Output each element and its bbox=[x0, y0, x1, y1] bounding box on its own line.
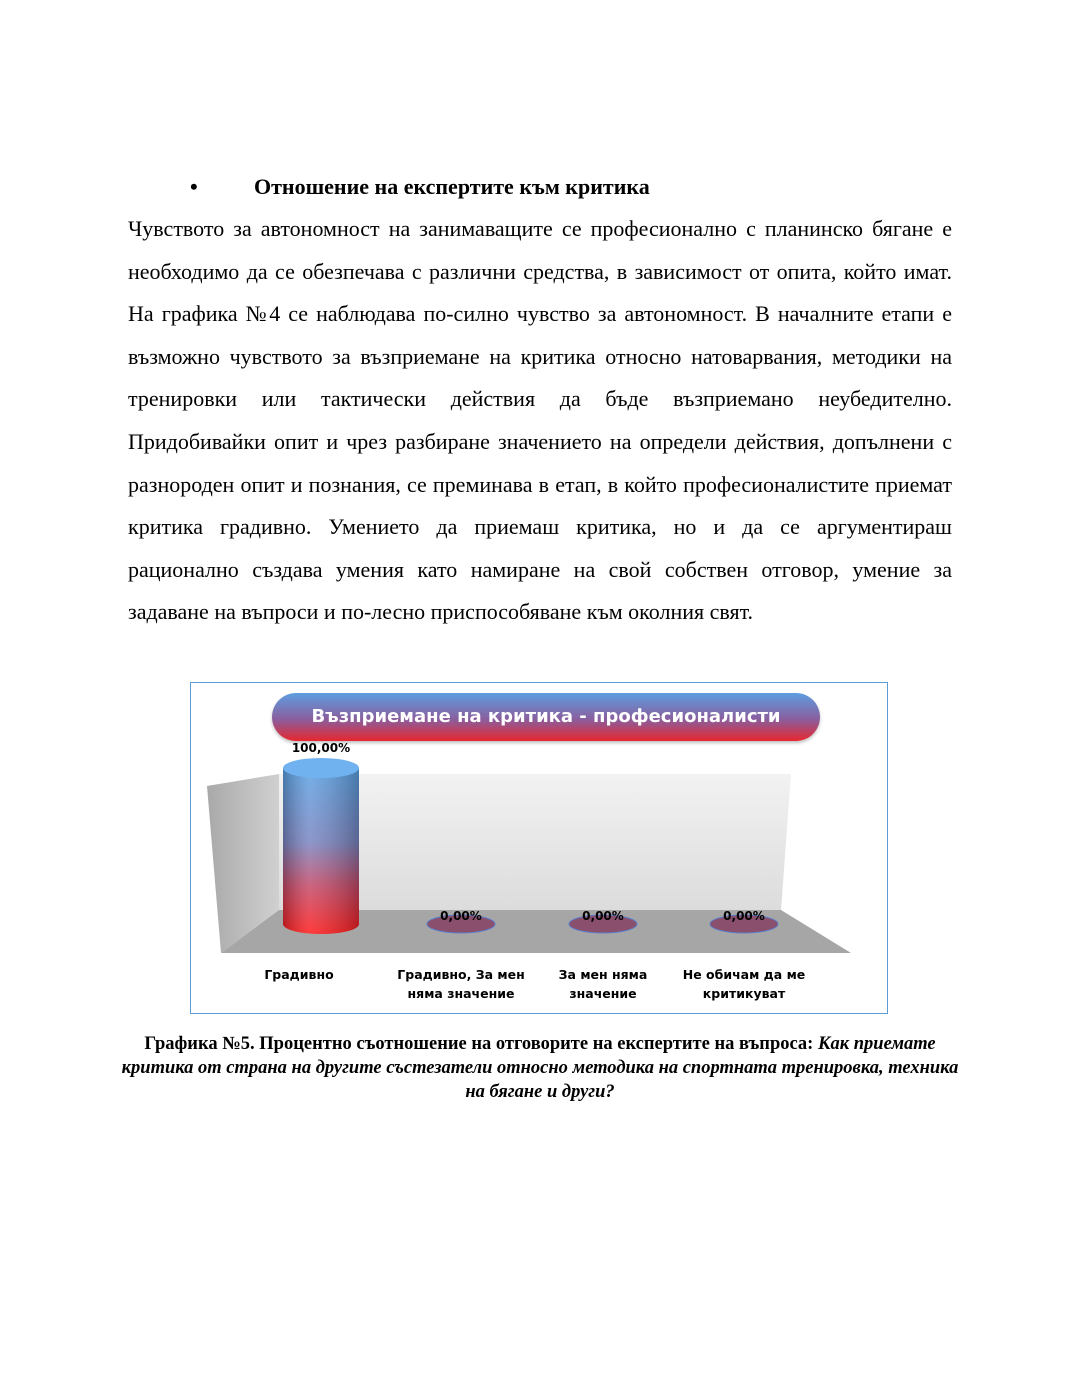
category-label-2: Градивно, За мен няма значение bbox=[397, 967, 525, 1001]
category-label-4: Не обичам да ме критикуват bbox=[682, 967, 806, 1001]
body-paragraph: Чувството за автономност на занимаващите се професионално с планинско бягане е необходимо да се обезпечава с различни средства, в зависимост от опита, който имат. На графика №4 се наблюдава по-силно чувство за автономност. В началните етапи е възможно чувството за възприемане на критика относно натоварвания, методики на тренировки или тактически действия да бъде възприемано неубедително. Придобивайки опит и чрез разбиране значението на определи действия, допълнени с разнороден опит и познания, се преминава в етап, в който професионалистите приемат критика градивно. Умението да приемаш критика, но и да се аргументираш рационално създава умения като намиране на свой собствен отговор, умение за задаване на въпроси и по-лесно приспособяване към околния свят. bbox=[128, 216, 952, 625]
bar-1 bbox=[283, 758, 359, 934]
caption-bold: Графика №5. Процентно съотношение на отговорите на експертите на въпроса: bbox=[144, 1034, 814, 1054]
heading-text: Отношение на експертите към критика bbox=[254, 174, 650, 199]
value-label-3: 0,00% bbox=[582, 909, 624, 923]
category-label-1: Градивно bbox=[264, 967, 334, 982]
value-label-2: 0,00% bbox=[440, 909, 482, 923]
bullet: • bbox=[190, 174, 198, 199]
value-label-1: 100,00% bbox=[291, 741, 351, 755]
value-label-4: 0,00% bbox=[723, 909, 765, 923]
caption-italic: Как приемате критика от страна на другите състезатели относно методика на спортната тренировка, техника на бягане и други? bbox=[121, 1034, 959, 1102]
chart-title: Възприемане на критика - професионалисти bbox=[272, 693, 820, 741]
figure-caption bbox=[120, 1032, 960, 1104]
chart-container bbox=[190, 682, 888, 1014]
category-label-3: За мен няма значение bbox=[558, 967, 648, 1001]
